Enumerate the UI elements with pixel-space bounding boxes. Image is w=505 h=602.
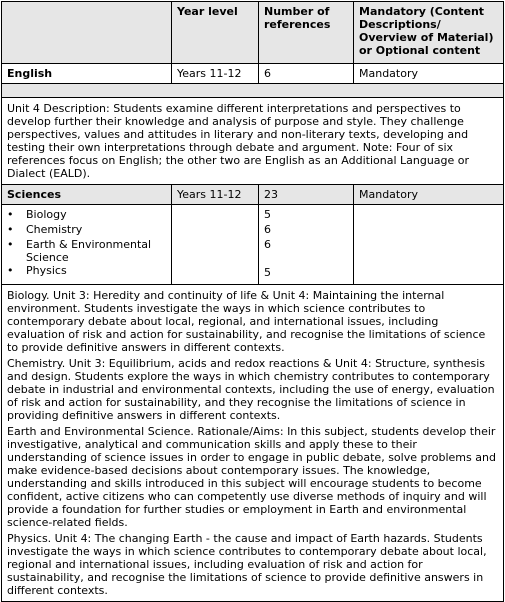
list-item-physics — [7, 264, 166, 279]
subject-name: Physics — [26, 264, 67, 277]
header-row — [2, 2, 504, 64]
english-year-level: Years 11-12 — [172, 64, 259, 84]
earth-environmental-count: 6 — [264, 238, 271, 251]
subject-name: Biology — [26, 208, 67, 221]
sciences-row — [2, 185, 504, 205]
list-item-chemistry — [7, 223, 166, 238]
english-subject: English — [2, 64, 172, 84]
list-item-biology — [7, 208, 166, 223]
list-item-earth-environmental — [7, 238, 166, 264]
english-spacer-row — [2, 84, 504, 98]
bullet-icon: • — [7, 208, 14, 221]
physics-description: Physics. Unit 4: The changing Earth - the cause and impact of Earth hazards. Students investigate the ways in which science contributes to contemporary debate about local, regional and international issues, including evaluation of risk and action for sustainability, and recognise the limitations of science to provide definitive answers in different contexts. — [7, 532, 487, 597]
english-description-text: Unit 4 Description: Students examine different interpretations and perspectives to develop further their knowledge and analysis of purpose and style. They challenge perspectives, values and attitudes in literary and non-literary texts, developing and testing their own interpretations through debate and argument. Note: Four of six references focus on English; the other two are English as an Additional Language or Dialect (EALD). — [7, 102, 470, 180]
english-row — [2, 64, 504, 84]
subject-name: Earth & Environmental Science — [26, 238, 152, 264]
sciences-breakdown-row — [2, 205, 504, 285]
english-spacer — [2, 84, 504, 98]
biology-count: 5 — [264, 208, 271, 221]
earth-environmental-description: Earth and Environmental Science. Rationale/Aims: In this subject, students develop their investigative, analytical and communication skills and apply these to their understanding of science issues in order to engage in public debate, solve problems and make evidence-based decisions about contemporary issues. The knowledge, understanding and skills introduced in this subject will encourage students to become confident, active citizens who can competently use diverse methods of inquiry and will provide a foundation for further studies or employment in Earth and environmental science-related fields. — [7, 425, 496, 529]
english-references: 6 — [259, 64, 354, 84]
sciences-year-level: Years 11-12 — [172, 185, 259, 205]
bullet-icon: • — [7, 223, 14, 236]
subject-name: Chemistry — [26, 223, 83, 236]
english-description — [2, 98, 504, 185]
english-status: Mandatory — [354, 64, 504, 84]
biology-description: Biology. Unit 3: Heredity and continuity of life & Unit 4: Maintaining the internal environment. Students investigate the ways in which science contributes to contemporary debate about local, regional, and international issues, including evaluation of risk and action for sustainability, and recognise the limitations of science to provide definitive answers in different contexts. — [7, 289, 486, 354]
header-year-level: Year level — [172, 2, 259, 64]
english-description-row — [2, 98, 504, 185]
header-subject-cell — [2, 2, 172, 64]
sciences-references: 23 — [259, 185, 354, 205]
sciences-breakdown-status — [354, 205, 504, 285]
chemistry-description: Chemistry. Unit 3: Equilibrium, acids and redox reactions & Unit 4: Structure, synthesis and design. Students explore the ways in which chemistry contributes to contemporary debate in industrial and environmental contexts, including the use of energy, evaluation of risk and action for sustainability, and they recognise the limitations of science in providing definitive answers in different contexts. — [7, 357, 495, 422]
sciences-subject: Sciences — [2, 185, 172, 205]
sciences-descriptions — [2, 285, 504, 602]
header-mandatory-or-optional: Mandatory (Content Descriptions/ Overview of Material) or Optional content — [354, 2, 504, 64]
bullet-icon: • — [7, 264, 14, 277]
header-number-of-references: Number of references — [259, 2, 354, 64]
sciences-subject-list — [2, 205, 172, 285]
physics-count: 5 — [264, 266, 271, 279]
chemistry-count: 6 — [264, 223, 271, 236]
bullet-icon: • — [7, 238, 14, 251]
sciences-status: Mandatory — [354, 185, 504, 205]
sciences-breakdown-counts — [259, 205, 354, 285]
curriculum-table — [1, 1, 504, 602]
sciences-breakdown-year-level — [172, 205, 259, 285]
sciences-description-row — [2, 285, 504, 602]
